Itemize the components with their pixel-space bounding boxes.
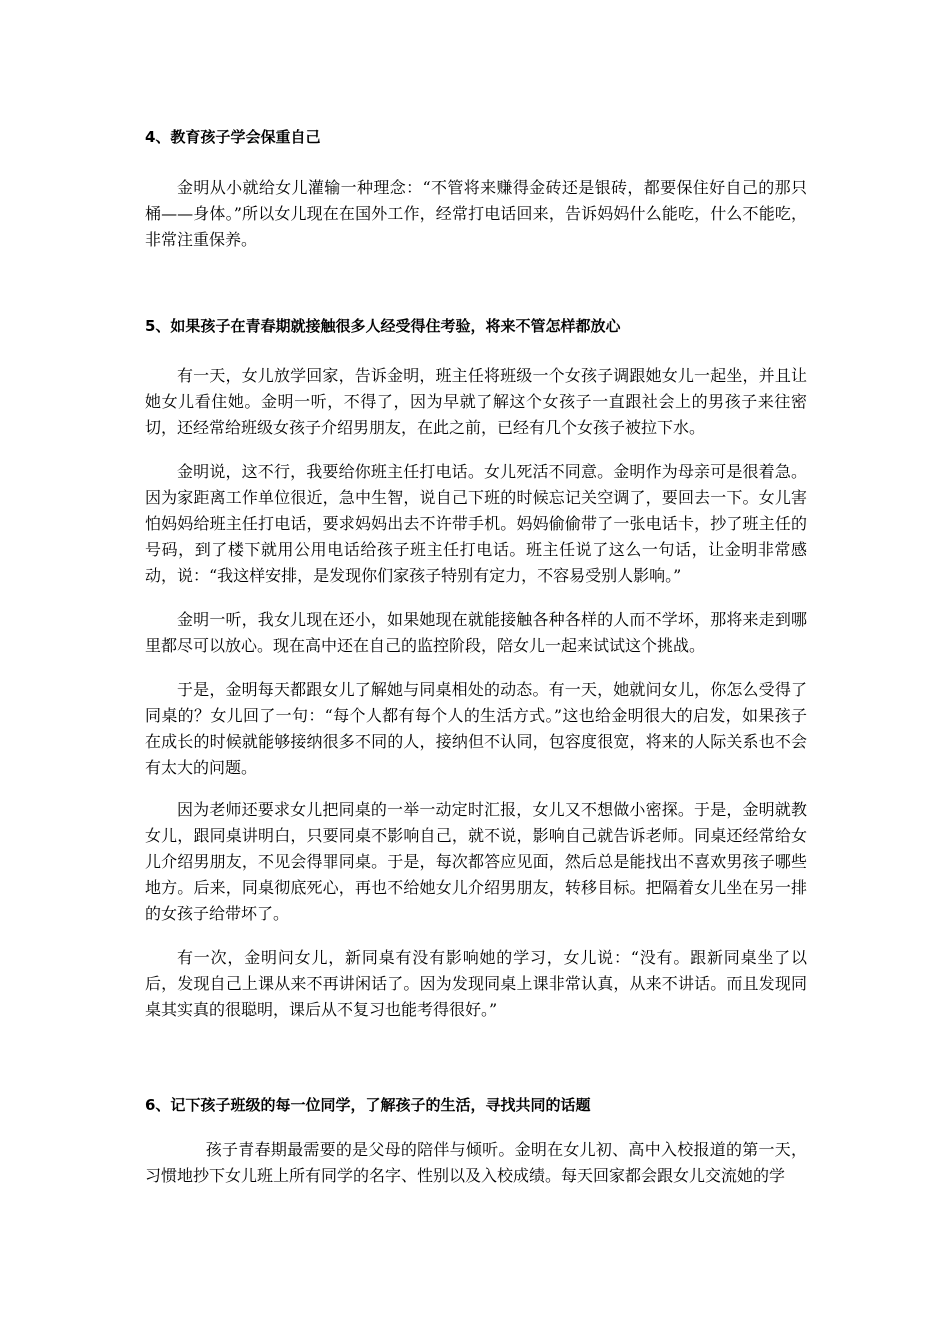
paragraph: 有一天，女儿放学回家，告诉金明，班主任将班级一个女孩子调跟她女儿一起坐，并且让她女儿看住她。金明一听，不得了，因为早就了解这个女孩子一直跟社会上的男孩子来往密切，还经常给班级女孩子介绍男朋友，在此之前，已经有几个女孩子被拉下水。 — [145, 366, 807, 437]
paragraph: 金明一听，我女儿现在还小，如果她现在就能接触各种各样的人而不学坏，那将来走到哪里都尽可以放心。现在高中还在自己的监控阶段，陪女儿一起来试试这个挑战。 — [145, 610, 807, 655]
paragraph: 金明从小就给女儿灌输一种理念：“不管将来赚得金砖还是银砖，都要保住好自己的那只桶——身体。”所以女儿现在在国外工作，经常打电话回来，告诉妈妈什么能吃，什么不能吃，非常注重保养。 — [145, 178, 807, 249]
section-heading-6: 6、记下孩子班级的每一位同学，了解孩子的生活，寻找共同的话题 — [145, 1096, 591, 1114]
paragraph: 于是，金明每天都跟女儿了解她与同桌相处的动态。有一天，她就问女儿，你怎么受得了同桌的？女儿回了一句：“每个人都有每个人的生活方式。”这也给金明很大的启发，如果孩子在成长的时候就能够接纳很多不同的人，接纳但不认同，包容度很宽，将来的人际关系也不会有太大的问题。 — [145, 680, 807, 777]
section-heading-5: 5、如果孩子在青春期就接触很多人经受得住考验，将来不管怎样都放心 — [145, 317, 621, 335]
paragraph: 孩子青春期最需要的是父母的陪伴与倾听。金明在女儿初、高中入校报道的第一天，习惯地抄下女儿班上所有同学的名字、性别以及入校成绩。每天回家都会跟女儿交流她的学 — [145, 1140, 807, 1185]
paragraph: 金明说，这不行，我要给你班主任打电话。女儿死活不同意。金明作为母亲可是很着急。因为家距离工作单位很近，急中生智，说自己下班的时候忘记关空调了，要回去一下。女儿害怕妈妈给班主任打电话，要求妈妈出去不许带手机。妈妈偷偷带了一张电话卡，抄了班主任的号码，到了楼下就用公用电话给孩子班主任打电话。班主任说了这么一句话，让金明非常感动，说：“我这样安排，是发现你们家孩子特别有定力，不容易受别人影响。” — [145, 462, 807, 585]
paragraph: 有一次，金明问女儿，新同桌有没有影响她的学习，女儿说：“没有。跟新同桌坐了以后，发现自己上课从来不再讲闲话了。因为发现同桌上课非常认真，从来不讲话。而且发现同桌其实真的很聪明，课后从不复习也能考得很好。” — [145, 948, 807, 1019]
section-heading-4: 4、教育孩子学会保重自己 — [145, 128, 321, 146]
paragraph: 因为老师还要求女儿把同桌的一举一动定时汇报，女儿又不想做小密探。于是，金明就教女儿，跟同桌讲明白，只要同桌不影响自己，就不说，影响自己就告诉老师。同桌还经常给女儿介绍男朋友，不见会得罪同桌。于是，每次都答应见面，然后总是能找出不喜欢男孩子哪些地方。后来，同桌彻底死心，再也不给她女儿介绍男朋友，转移目标。把隔着女儿坐在另一排的女孩子给带坏了。 — [145, 800, 807, 923]
